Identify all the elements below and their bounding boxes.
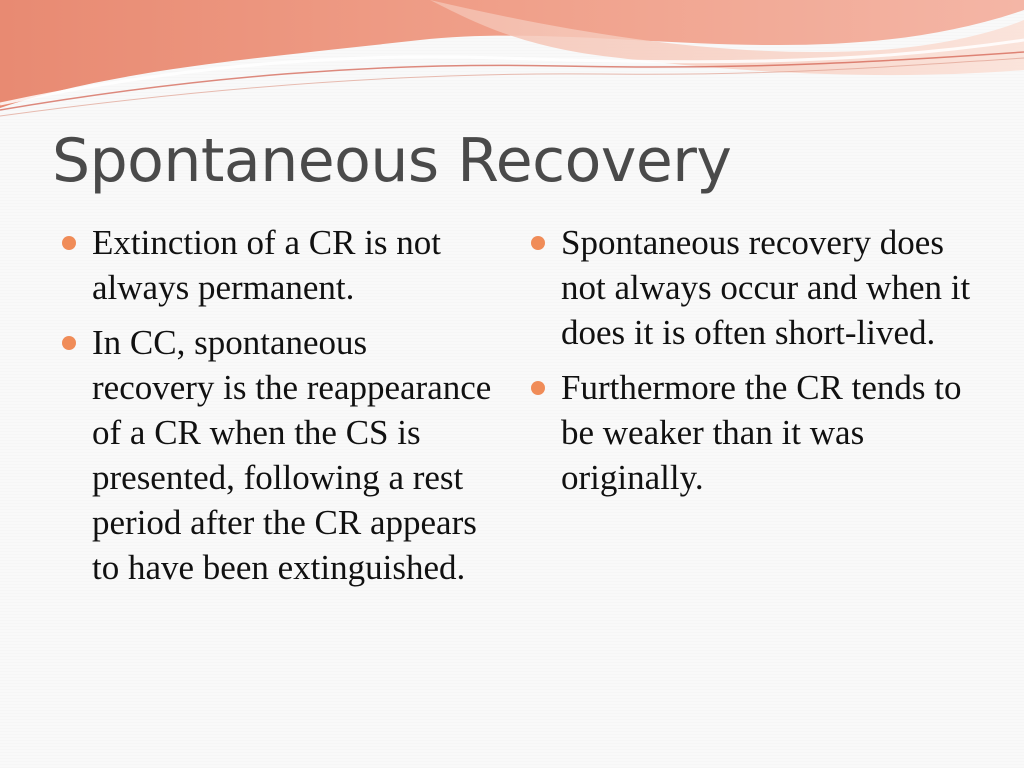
bullet-item <box>62 220 492 310</box>
bullet-dot-icon <box>62 236 76 250</box>
bullet-text: Furthermore the CR tends to be weaker than it was originally. <box>561 368 962 497</box>
bullet-dot-icon <box>531 236 545 250</box>
bullet-item <box>62 320 492 590</box>
left-bullet-list <box>62 220 492 600</box>
header-swoosh-decoration <box>0 0 1024 130</box>
bullet-item <box>531 220 971 355</box>
right-bullet-list <box>531 220 971 510</box>
bullet-dot-icon <box>62 336 76 350</box>
bullet-text: Extinction of a CR is not always permanent. <box>92 223 442 307</box>
bullet-item <box>531 365 971 500</box>
slide-title: Spontaneous Recovery <box>52 126 732 196</box>
bullet-text: In CC, spontaneous recovery is the reappearance of a CR when the CS is presented, following a rest period after the CR appears to have been extinguished. <box>92 323 492 587</box>
bullet-dot-icon <box>531 381 545 395</box>
bullet-text: Spontaneous recovery does not always occur and when it does it is often short-lived. <box>561 223 971 352</box>
